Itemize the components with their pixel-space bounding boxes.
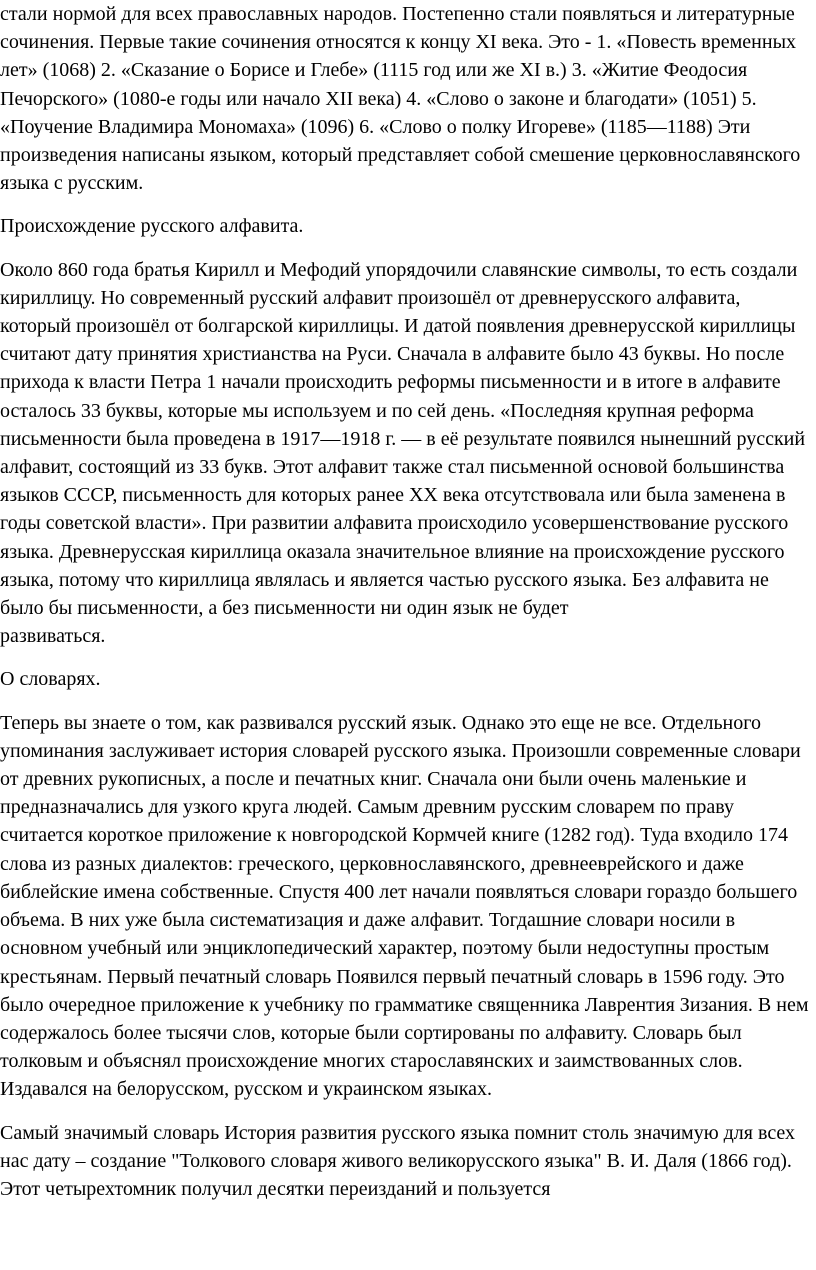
- paragraph-dictionaries: Теперь вы знаете о том, как развивался русский язык. Однако это еще не все. Отдельного упоминания заслуживает история словарей русского языка. Произошли современные словари от древних рукописных, а после и печатных книг. Сначала они были очень маленькие и предназначались для узкого круга людей. Самым древним русским словарем по праву считается короткое приложение к новгородской Кормчей книге (1282 год). Туда входило 174 слова из разных диалектов: греческого, церковнославянского, древнееврейского и даже библейские имена собственные. Спустя 400 лет начали появляться словари гораздо большего объема. В них уже была систематизация и даже алфавит. Тогдашние словари носили в основном учебный или энциклопедический характер, поэтому были недоступны простым крестьянам. Первый печатный словарь Появился первый печатный словарь в 1596 году. Это было очередное приложение к учебнику по грамматике священника Лаврентия Зизания. В нем содержалось более тысячи слов, которые были сортированы по алфавиту. Словарь был толковым и объяснял происхождение многих старославянских и заимствованных слов. Издавался на белорусском, русском и украинском языках.: [0, 711, 809, 1101]
- paragraph-alphabet-main: Около 860 года братья Кирилл и Мефодий упорядочили славянские символы, то есть создали кириллицу. Но современный русский алфавит произошёл от древнерусского алфавита, который произошёл от болгарской кириллицы. И датой появления древнерусской кириллицы считают дату принятия христианства на Руси. Сначала в алфавите было 43 буквы. Но после прихода к власти Петра 1 начали происходить реформы письменности и в итоге в алфавите осталось 33 буквы, которые мы используем и по сей день. «Последняя крупная реформа письменности была проведена в 1917—1918 г. — в её результате появился нынешний русский алфавит, состоящий из 33 букв. Этот алфавит также стал письменной основой большинства языков СССР, письменность для которых ранее XX века отсутствовала или была заменена в годы советской власти». При развитии алфавита происходило усовершенствование русского языка. Древнерусская кириллица оказала значительное влияние на происхождение русского языка, потому что кириллица являлась и является частью русского языка. Без алфавита не было бы письменности, а без письменности ни один язык не будет: [0, 258, 806, 620]
- section-heading-dictionaries: О словарях.: [0, 668, 101, 691]
- paragraph-intro: стали нормой для всех православных народов. Постепенно стали появляться и литературные сочинения. Первые такие сочинения относятся к концу XI века. Это - 1. «Повесть временных лет» (1068) 2. «Сказание о Борисе и Глебе» (1115 год или же XI в.) 3. «Житие Феодосия Печорского» (1080-е годы или начало XII века) 4. «Слово о законе и благодати» (1051) 5. «Поучение Владимира Мономаха» (1096) 6. «Слово о полку Игореве» (1185—1188) Эти произведения написаны языком, который представляет собой смешение церковнославянского языка с русским.: [0, 3, 801, 195]
- paragraph-alphabet: [0, 256, 814, 651]
- paragraph-dal-dictionary: Самый значимый словарь История развития русского языка помнит столь значимую для всех нас дату – создание "Толкового словаря живого великорусского языка" В. И. Даля (1866 год). Этот четырехтомник получил десятки переизданий и пользуется: [0, 1121, 796, 1200]
- section-heading-alphabet: Происхождение русского алфавита.: [0, 215, 304, 238]
- paragraph-alphabet-tail: развиваться.: [0, 625, 106, 648]
